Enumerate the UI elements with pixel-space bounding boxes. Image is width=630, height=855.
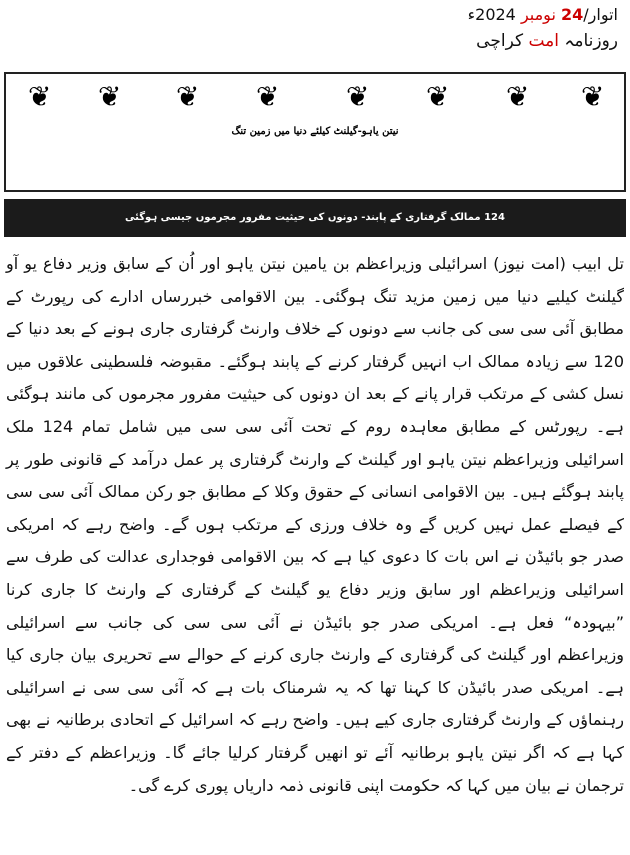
city-name: کراچی: [476, 31, 524, 51]
ornament-icon: ❦: [256, 80, 280, 113]
paper-name: امت: [528, 31, 559, 51]
ornament-icon: ❦: [426, 80, 450, 113]
article-text: تل ابیب (امت نیوز) اسرائیلی وزیراعظم بن یامین نیتن یاہو اور اُن کے سابق وزیر دفاع یو آو گیلنٹ کیلیے دنیا میں زمین مزید تنگ ہوگئی۔ بین الاقوامی خبررساں ادارے کی رپورٹ کے مطابق آئی سی سی کی جانب سے دونوں کے خلاف وارنٹ گرفتاری جاری ہونے کے بعد دنیا کے 120 سے زیادہ ممالک اب انہیں گرفتار کرنے کے پابند ہوگئے۔ مقبوضہ فلسطینی علاقوں میں نسل کشی کے مرتکب قرار پانے کے بعد ان دونوں کی حیثیت مفرور مجرموں کی مانند ہوگئی ہے۔ رپورٹس کے مطابق معاہدہ روم کے تحت آئی سی سی میں شامل تمام 124 ملک اسرائیلی وزیراعظم نیتن یاہو اور گیلنٹ کے وارنٹ گرفتاری پر عمل درآمد کے قانونی طور پر پابند ہوگئے ہیں۔ بین الاقوامی انسانی کے حقوق وکلا کے مطابق جو رکن ممالک آئی سی سی کے فیصلے عمل نہیں کریں گے وہ خلاف ورزی کے مرتکب ہوں گے۔ واضح رہے کہ امریکی صدر جو بائیڈن نے اس بات کا دعوی کیا ہے کہ بین الاقوامی فوجداری عدالت کی طرف سے اسرائیلی وزیراعظم اور سابق وزیر دفاع یو گیلنٹ کے گرفتاری کے وارنٹ کا جاری کرنا ”بیہودہ“ فعل ہے۔ امریکی صدر جو بائیڈن نے آئی سی سی کی جانب سے اسرائیلی وزیراعظم اور گیلنٹ کی گرفتاری کے وارنٹ جاری کرنے کے حوالے سے تحریری بیان جاری کیا ہے۔ امریکی صدر بائیڈن کا کہنا تھا کہ یہ شرمناک بات ہے کہ آئی سی سی نے اسرائیلی رہنماؤں کے وارنٹ گرفتاری جاری کیے ہیں۔ واضح رہے کہ اسرائیل کے اتحادی برطانیہ نے بھی کہا ہے کہ اگر نیتن یاہو برطانیہ آئے تو انھیں گرفتار کرلیا جائے گا۔ وزیراعظم کے دفتر کے ترجمان نے بیان میں کہا کہ حکومت اپنی قانونی ذمہ داریاں پوری کرے گی۔: [6, 254, 624, 795]
headline-box: [4, 72, 626, 192]
ornament-icon: ❦: [28, 80, 52, 113]
article-body: [6, 248, 624, 802]
ornament-icon: ❦: [346, 80, 370, 113]
month-name: نومبر: [520, 5, 556, 24]
year: 2024ء: [467, 5, 516, 24]
subheadline: 124 ممالک گرفتاری کے پابند- دونوں کی حیثیت مفرور مجرموں جیسی ہوگئی: [4, 199, 626, 237]
ornament-icon: ❦: [176, 80, 200, 113]
date-line: [468, 4, 618, 26]
newspaper-line: [476, 30, 618, 52]
day-name: اتوار/: [583, 5, 618, 24]
ornament-icon: ❦: [506, 80, 530, 113]
date-number: 24: [561, 5, 584, 24]
paper-prefix: روزنامہ: [564, 31, 618, 51]
headline: نیتن یاہو-گیلنٹ کیلئے دنیا میں زمین تنگ: [231, 126, 399, 137]
ornament-icon: ❦: [581, 80, 605, 113]
ornament-icon: ❦: [98, 80, 122, 113]
